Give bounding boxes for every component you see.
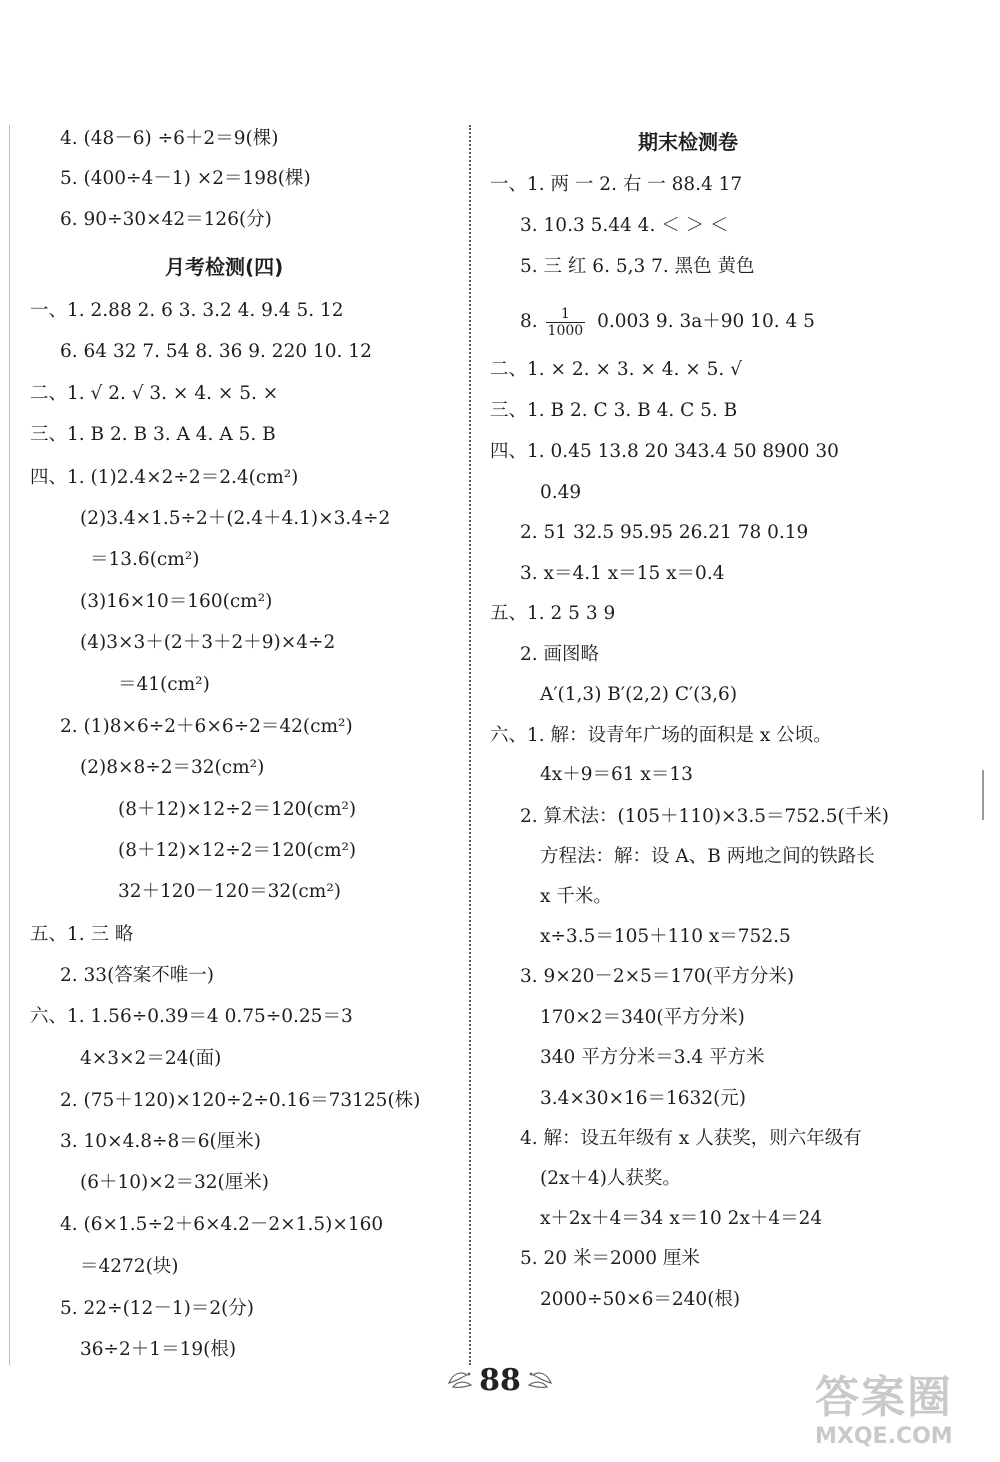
answer-line: 一、1. 2.88 2. 6 3. 3.2 4. 9.4 5. 12 [30, 300, 344, 321]
answer-line: 32＋120－120＝32(cm²) [118, 881, 341, 902]
answer-line: 5. 22÷(12－1)＝2(分) [60, 1298, 255, 1319]
answer-line: 6. 90÷30×42＝126(分) [60, 209, 272, 230]
fraction-denominator: 1000 [547, 322, 584, 339]
leaf-ornament-left-icon [447, 1369, 473, 1391]
answer-line: ＝4272(块) [80, 1256, 179, 1277]
answer-line: 六、1. 解：设青年广场的面积是 x 公顷。 [490, 725, 832, 746]
answer-line: (2)3.4×1.5÷2＋(2.4＋4.1)×3.4÷2 [80, 508, 391, 529]
answer-line: 2. 画图略 [520, 644, 600, 665]
section-title-monthly-test-4: 月考检测(四) [165, 255, 284, 279]
answer-line: (6＋10)×2＝32(厘米) [80, 1172, 269, 1193]
answer-line: 4×3×2＝24(面) [80, 1048, 222, 1069]
answer-line: 一、1. 两 一 2. 右 一 88.4 17 [490, 174, 743, 195]
watermark-logo [815, 1372, 990, 1452]
answer-line: 三、1. B 2. C 3. B 4. C 5. B [490, 400, 738, 421]
answer-line: 2000÷50×6＝240(根) [540, 1289, 741, 1310]
answer-line: 方程法：解：设 A、B 两地之间的铁路长 [540, 846, 875, 867]
answer-line: 2. (75＋120)×120÷2÷0.16＝73125(株) [60, 1090, 421, 1111]
answer-line: (8＋12)×12÷2＝120(cm²) [118, 840, 357, 861]
answer-line: 4. (48－6) ÷6＋2＝9(棵) [60, 128, 279, 149]
answer-line: x＋2x＋4＝34 x＝10 2x＋4＝24 [540, 1208, 823, 1229]
answer-line: 0.49 [540, 482, 582, 503]
answer-line: 5. (400÷4－1) ×2＝198(棵) [60, 168, 311, 189]
answer-line: x÷3.5＝105＋110 x＝752.5 [540, 926, 791, 947]
leaf-ornament-right-icon [527, 1369, 553, 1391]
answer-line: 五、1. 2 5 3 9 [490, 603, 616, 624]
answer-line: 3. 10×4.8÷8＝6(厘米) [60, 1131, 261, 1152]
answer-line: 五、1. 三 略 [30, 924, 134, 945]
page-number: 88 [479, 1362, 521, 1398]
answer-text: 0.003 9. 3a＋90 10. 4 5 [597, 311, 815, 332]
answer-line: 六、1. 1.56÷0.39＝4 0.75÷0.25＝3 [30, 1006, 353, 1027]
right-page-edge-mark [982, 770, 984, 820]
answer-line-with-fraction [520, 304, 815, 340]
answer-line: 3. x＝4.1 x＝15 x＝0.4 [520, 563, 725, 584]
answer-line: 2. 算术法：(105＋110)×3.5＝752.5(千米) [520, 806, 889, 827]
answer-line: 36÷2＋1＝19(根) [80, 1339, 237, 1360]
answer-line: (8＋12)×12÷2＝120(cm²) [118, 799, 357, 820]
answer-line: 5. 三 红 6. 5,3 7. 黑色 黄色 [520, 256, 755, 277]
answer-line: 2. 33(答案不唯一) [60, 965, 215, 986]
fraction-numerator: 1 [546, 306, 586, 323]
answer-line: 4. 解：设五年级有 x 人获奖，则六年级有 [520, 1128, 862, 1149]
watermark-title: 答案圈 [815, 1372, 953, 1423]
watermark-url: MXQE.COM [815, 1424, 953, 1449]
answer-line: 3. 10.3 5.44 4. ＜ ＞ ＜ [520, 215, 729, 236]
column-divider [469, 125, 471, 1365]
answer-line: 170×2＝340(平方分米) [540, 1007, 745, 1028]
answer-line: ＝41(cm²) [118, 674, 210, 695]
answer-line: x 千米。 [540, 886, 612, 907]
answer-line: 340 平方分米＝3.4 平方米 [540, 1047, 765, 1068]
answer-line: (3)16×10＝160(cm²) [80, 591, 273, 612]
answer-line: 5. 20 米＝2000 厘米 [520, 1248, 700, 1269]
answer-line: (4)3×3＋(2＋3＋2＋9)×4÷2 [80, 632, 336, 653]
answer-line: 4. (6×1.5÷2＋6×4.2－2×1.5)×160 [60, 1214, 384, 1235]
answer-line: ＝13.6(cm²) [90, 549, 200, 570]
answer-line: 2. (1)8×6÷2＋6×6÷2＝42(cm²) [60, 716, 353, 737]
answer-line: (2)8×8÷2＝32(cm²) [80, 757, 265, 778]
answer-line: 6. 64 32 7. 54 8. 36 9. 220 10. 12 [60, 341, 372, 362]
left-page-edge [9, 125, 10, 1365]
answer-line: 2. 51 32.5 95.95 26.21 78 0.19 [520, 522, 809, 543]
fraction [546, 306, 586, 339]
answer-line: 4x＋9＝61 x＝13 [540, 764, 693, 785]
answer-line: 3.4×30×16＝1632(元) [540, 1088, 747, 1109]
page-footer [440, 1360, 560, 1400]
answer-line: 四、1. 0.45 13.8 20 343.4 50 8900 30 [490, 441, 839, 462]
answer-line: 四、1. (1)2.4×2÷2＝2.4(cm²) [30, 467, 299, 488]
question-number: 8. [520, 311, 538, 332]
answer-line: 3. 9×20－2×5＝170(平方分米) [520, 966, 795, 987]
answer-line: (2x＋4)人获奖。 [540, 1168, 681, 1189]
section-title-final-exam: 期末检测卷 [638, 130, 738, 154]
answer-line: 三、1. B 2. B 3. A 4. A 5. B [30, 424, 276, 445]
answer-line: 二、1. × 2. × 3. × 4. × 5. √ [490, 359, 742, 380]
answer-line: A′(1,3) B′(2,2) C′(3,6) [540, 684, 738, 705]
answer-line: 二、1. √ 2. √ 3. × 4. × 5. × [30, 383, 279, 404]
